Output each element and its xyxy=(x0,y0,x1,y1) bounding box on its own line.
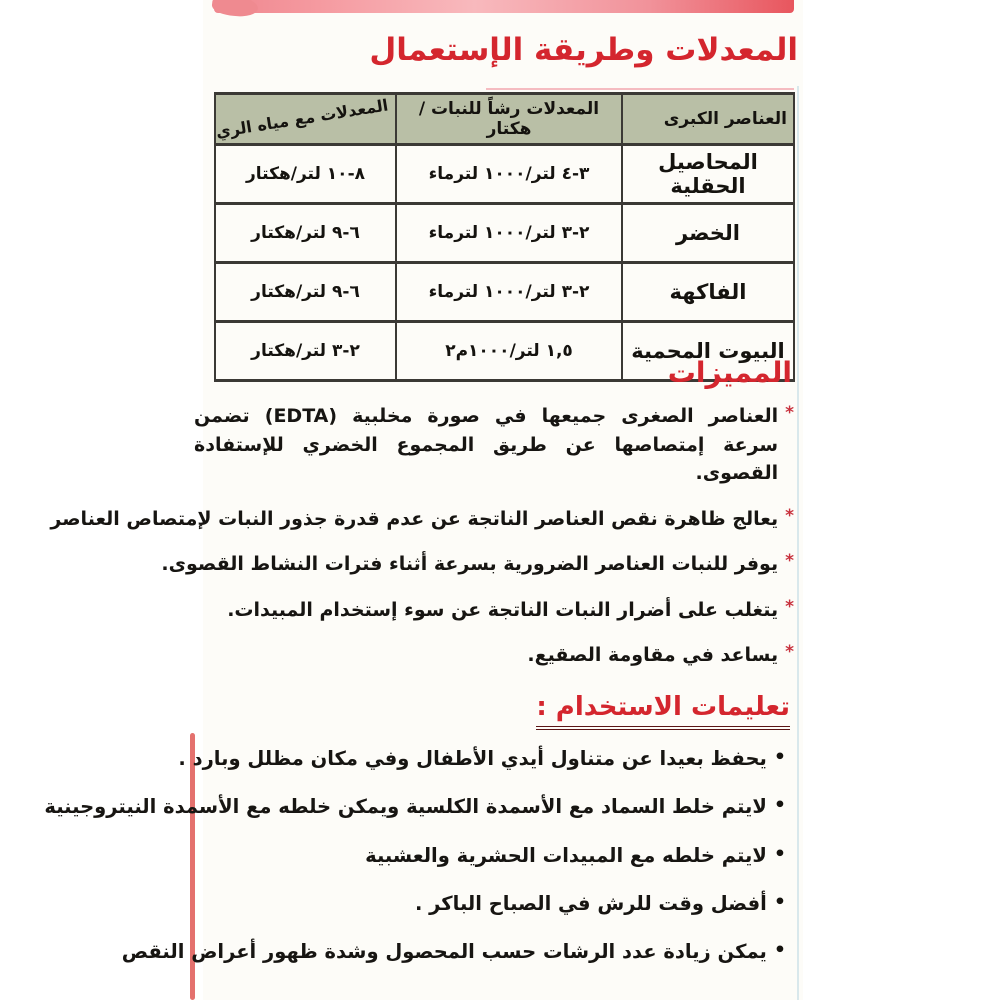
instructions-list xyxy=(44,744,786,985)
page-title: المعدلات وطريقة الإستعمال xyxy=(369,32,798,68)
dot-bullet-icon: • xyxy=(773,746,786,768)
table-header-row xyxy=(215,94,794,145)
instruction-text: لايتم خلطه مع المبيدات الحشرية والعشبية xyxy=(365,843,767,867)
asterisk-bullet-icon: * xyxy=(785,505,794,526)
dot-bullet-icon: • xyxy=(773,939,786,961)
list-item xyxy=(121,937,786,966)
list-item xyxy=(44,792,786,821)
feature-text: يعالج ظاهرة نقص العناصر الناتجة عن عدم قدرة جذور النبات لإمتصاص العناصر xyxy=(50,507,779,530)
instruction-text: لايتم خلط السماد مع الأسمدة الكلسية ويمكن خلطه مع الأسمدة النيتروجينية xyxy=(44,795,767,819)
crop-name-cell: المحاصيل الحقلية xyxy=(622,145,794,204)
spray-rate-cell: ٢-٣ لتر/١٠٠٠ لترماء xyxy=(396,263,622,322)
col-header-spray-rates: المعدلات رشاً للنبات / هكتار xyxy=(396,94,622,145)
table-row xyxy=(215,145,794,204)
list-item xyxy=(192,889,786,918)
instruction-text: أفضل وقت للرش في الصباح الباكر . xyxy=(414,891,767,915)
col-header-irrigation-rates xyxy=(215,94,396,145)
crop-name-cell: البيوت المحمية xyxy=(622,322,794,381)
scan-top-edge-band xyxy=(214,0,794,13)
feature-text: يساعد في مقاومة الصقيع. xyxy=(527,644,779,666)
usage-rates-table xyxy=(214,92,795,382)
irrigation-rate-cell: ٨-١٠ لتر/هكتار xyxy=(215,145,396,204)
list-item xyxy=(161,550,794,579)
features-list xyxy=(50,402,794,687)
list-item xyxy=(194,596,794,625)
dot-bullet-icon: • xyxy=(773,842,786,865)
list-item xyxy=(50,505,794,534)
asterisk-bullet-icon: * xyxy=(785,403,794,423)
spray-rate-cell: ٣-٤ لتر/١٠٠٠ لترماء xyxy=(396,145,622,204)
instruction-text: يمكن زيادة عدد الرشات حسب المحصول وشدة ظهور أعراض النقص xyxy=(121,940,767,963)
feature-text: العناصر الصغرى جميعها في صورة مخلبية (EDTA) تضمن سرعة إمتصاصها عن طريق المجموع الخضري للإستفادة القصوى. xyxy=(194,405,779,484)
features-heading: المميزات xyxy=(667,356,792,389)
irrigation-rate-cell: ٦-٩ لتر/هكتار xyxy=(215,263,396,322)
asterisk-bullet-icon: * xyxy=(785,642,794,662)
title-underline xyxy=(486,88,794,90)
feature-text: يوفر للنبات العناصر الضرورية بسرعة أثناء فترات النشاط القصوى. xyxy=(161,553,779,575)
spray-rate-cell: ١,٥ لتر/١٠٠٠م٢ xyxy=(396,322,622,381)
table-row xyxy=(215,263,794,322)
list-item xyxy=(192,841,786,870)
asterisk-bullet-icon: * xyxy=(785,596,794,617)
dot-bullet-icon: • xyxy=(773,794,786,817)
table-row xyxy=(215,204,794,263)
crop-name-cell: الخضر xyxy=(622,204,794,263)
instruction-text: يحفظ بعيدا عن متناول أيدي الأطفال وفي مكان مظلل وبارد . xyxy=(178,747,767,770)
list-item xyxy=(178,744,786,773)
spray-rate-cell: ٢-٣ لتر/١٠٠٠ لترماء xyxy=(396,204,622,263)
irrigation-rate-cell: ٢-٣ لتر/هكتار xyxy=(215,322,396,381)
page-right-edge-line xyxy=(797,86,799,1000)
instructions-heading: تعليمات الاستخدام : xyxy=(536,692,790,730)
list-item xyxy=(194,641,794,670)
list-item xyxy=(194,402,794,488)
asterisk-bullet-icon: * xyxy=(785,551,794,571)
dot-bullet-icon: • xyxy=(773,890,786,913)
crop-name-cell: الفاكهة xyxy=(622,263,794,322)
feature-text: يتغلب على أضرار النبات الناتجة عن سوء إستخدام المبيدات. xyxy=(227,598,779,621)
irrigation-header-rotated-text: المعدلات مع مياه الري xyxy=(214,95,390,142)
col-header-major-elements: العناصر الكبرى xyxy=(622,94,794,145)
irrigation-rate-cell: ٦-٩ لتر/هكتار xyxy=(215,204,396,263)
